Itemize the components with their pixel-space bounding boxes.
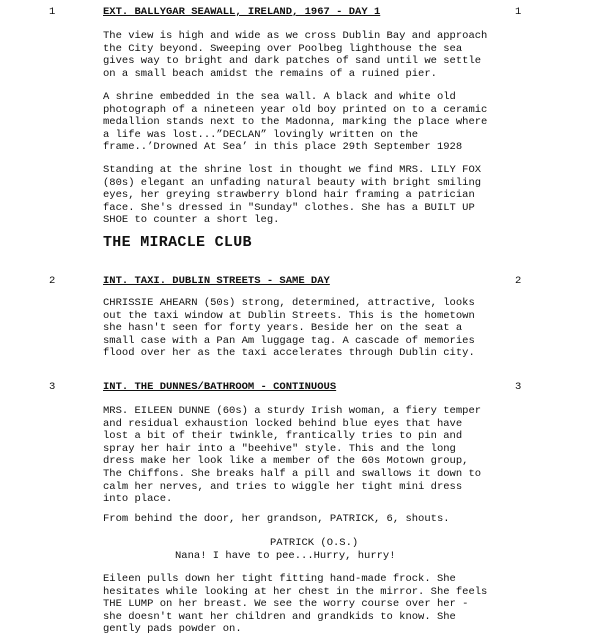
character-cue: PATRICK (O.S.) <box>270 537 359 549</box>
action-paragraph: MRS. EILEEN DUNNE (60s) a sturdy Irish woman, a fiery temper and residual exhaustion locked behind blue eyes that have lost a bit of their twinkle, frantically tries to pin and spray her hair into a "beehive" style. This and the long dress make her look like a member of the 60s Motown group, The Chiffons. She breaks half a pill and swallows it down to calm her nerves, and tries to wiggle her tight mini dress into place. <box>103 405 482 506</box>
scene-heading: EXT. BALLYGAR SEAWALL, IRELAND, 1967 - DAY 1 <box>103 6 381 18</box>
action-paragraph: Eileen pulls down her tight fitting hand-made frock. She hesitates while looking at her chest in the mirror. She feels THE LUMP on her breast. We see the worry course over her - she doesn't want her children and grandkids to know. She gently pads powder on. <box>103 573 488 636</box>
scene-number-left: 1 <box>49 6 56 18</box>
action-paragraph: The view is high and wide as we cross Dublin Bay and approach the City beyond. Sweeping over Poolbeg lighthouse the sea gives way to bright and dark patches of sand until we settle on a small beach amidst the remains of a ruined pier. <box>103 30 488 80</box>
dialogue-line: Nana! I have to pee...Hurry, hurry! <box>175 550 396 562</box>
scene-number-left: 2 <box>49 275 56 287</box>
film-title: THE MIRACLE CLUB <box>103 234 252 251</box>
scene-heading: INT. TAXI. DUBLIN STREETS - SAME DAY <box>103 275 330 287</box>
scene-number-right: 3 <box>515 381 522 393</box>
scene-number-right: 2 <box>515 275 522 287</box>
action-paragraph: CHRISSIE AHEARN (50s) strong, determined, attractive, looks out the taxi window at Dublin Streets. This is the hometown she hasn't seen for forty years. Beside her on the seat a small case with a Pan Am luggage tag. A cascade of memories flood over her as the taxi accelerates through Dublin city. <box>103 297 475 360</box>
scene-number-left: 3 <box>49 381 56 393</box>
action-paragraph: A shrine embedded in the sea wall. A black and white old photograph of a nineteen year old boy printed on to a ceramic medallion stands next to the Madonna, marking the place where a life was lost...”DECLAN” lovingly written on the frame..’Drowned At Sea’ in this place 29th September 1928 <box>103 91 488 154</box>
action-paragraph: Standing at the shrine lost in thought we find MRS. LILY FOX (80s) elegant an unfading natural beauty with bright smiling eyes, her greying strawberry blond hair framing a patrician face. She's dressed in "Sunday" clothes. She has a BUILT UP SHOE to counter a short leg. <box>103 164 482 227</box>
action-paragraph: From behind the door, her grandson, PATRICK, 6, shouts. <box>103 513 450 525</box>
scene-number-right: 1 <box>515 6 522 18</box>
scene-heading: INT. THE DUNNES/BATHROOM - CONTINUOUS <box>103 381 337 393</box>
